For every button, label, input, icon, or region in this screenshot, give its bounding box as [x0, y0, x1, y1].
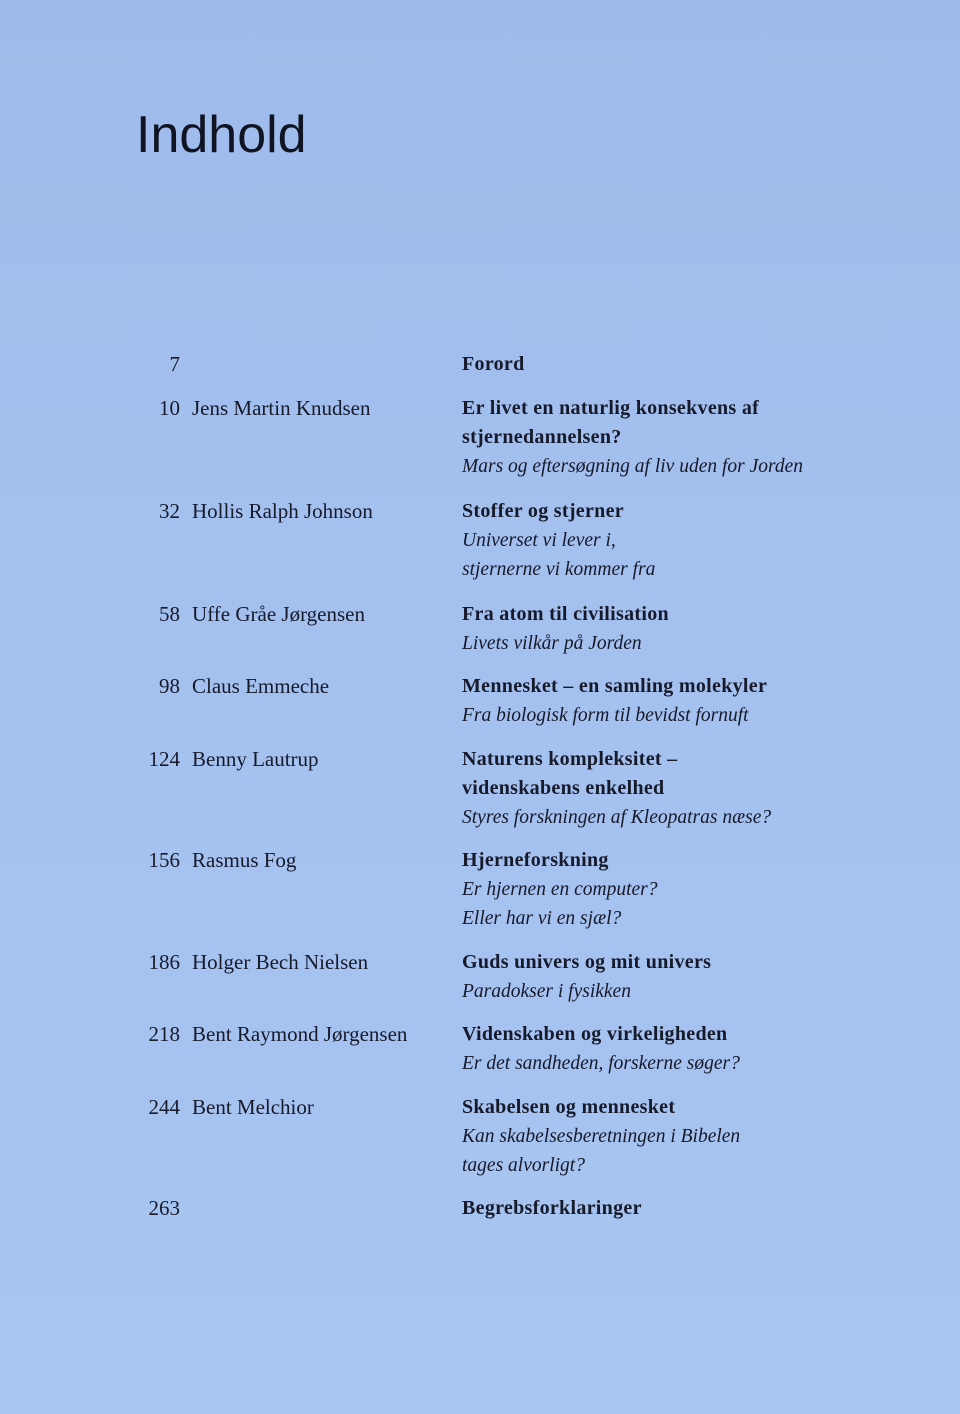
- chapter-title: Forord: [462, 353, 525, 375]
- page-number: 32: [159, 499, 180, 523]
- page-number: 186: [148, 950, 180, 974]
- author-name: Bent Raymond Jørgensen: [192, 1022, 408, 1046]
- author-name: Holger Bech Nielsen: [192, 950, 369, 974]
- chapter-subtitle: Mars og eftersøgning af liv uden for Jorden: [462, 456, 804, 477]
- chapter-title: Guds univers og mit univers: [462, 951, 712, 973]
- chapter-title: Skabelsen og mennesket: [462, 1096, 676, 1118]
- chapter-subtitle: Er hjernen en computer?: [462, 879, 658, 900]
- chapter-subtitle: Kan skabelsesberetningen i Bibelen: [462, 1126, 741, 1147]
- chapter-subtitle: Paradokser i fysikken: [462, 981, 631, 1002]
- chapter-title: stjernedannelsen?: [462, 426, 622, 448]
- chapter-subtitle: Universet vi lever i,: [462, 530, 616, 551]
- author-name: Uffe Gråe Jørgensen: [192, 602, 365, 626]
- chapter-subtitle: Livets vilkår på Jorden: [462, 633, 642, 654]
- author-name: Hollis Ralph Johnson: [192, 499, 373, 523]
- chapter-subtitle: Styres forskningen af Kleopatras næse?: [462, 807, 772, 828]
- chapter-title: Stoffer og stjerner: [462, 500, 624, 522]
- page-number: 7: [169, 352, 180, 376]
- chapter-subtitle: tages alvorligt?: [462, 1155, 585, 1176]
- chapter-subtitle: Eller har vi en sjæl?: [462, 908, 622, 929]
- page-number: 124: [148, 747, 180, 771]
- page-number: 218: [148, 1022, 180, 1046]
- chapter-subtitle: stjernerne vi kommer fra: [462, 559, 656, 580]
- chapter-title: Hjerneforskning: [462, 849, 609, 871]
- chapter-title: Naturens kompleksitet –: [462, 748, 678, 770]
- page-number: 263: [148, 1196, 180, 1220]
- page-number: 58: [159, 602, 180, 626]
- chapter-subtitle: Fra biologisk form til bevidst fornuft: [462, 705, 749, 726]
- page-number: 98: [159, 674, 180, 698]
- chapter-title: Er livet en naturlig konsekvens af: [462, 397, 760, 419]
- chapter-subtitle: Er det sandheden, forskerne søger?: [462, 1053, 740, 1074]
- chapter-title: Fra atom til civilisation: [462, 603, 669, 625]
- chapter-title: Videnskaben og virkeligheden: [462, 1023, 728, 1045]
- author-name: Rasmus Fog: [192, 848, 297, 872]
- chapter-title: Begrebsforklaringer: [462, 1197, 642, 1219]
- chapter-title: videnskabens enkelhed: [462, 777, 665, 799]
- author-name: Jens Martin Knudsen: [192, 396, 371, 420]
- author-name: Claus Emmeche: [192, 674, 330, 698]
- chapter-title: Mennesket – en samling molekyler: [462, 675, 768, 697]
- author-name: Bent Melchior: [192, 1095, 314, 1119]
- author-name: Benny Lautrup: [192, 747, 319, 771]
- page-number: 244: [148, 1095, 180, 1119]
- page-title: Indhold: [136, 106, 307, 164]
- page-number: 156: [148, 848, 180, 872]
- page-number: 10: [159, 396, 180, 420]
